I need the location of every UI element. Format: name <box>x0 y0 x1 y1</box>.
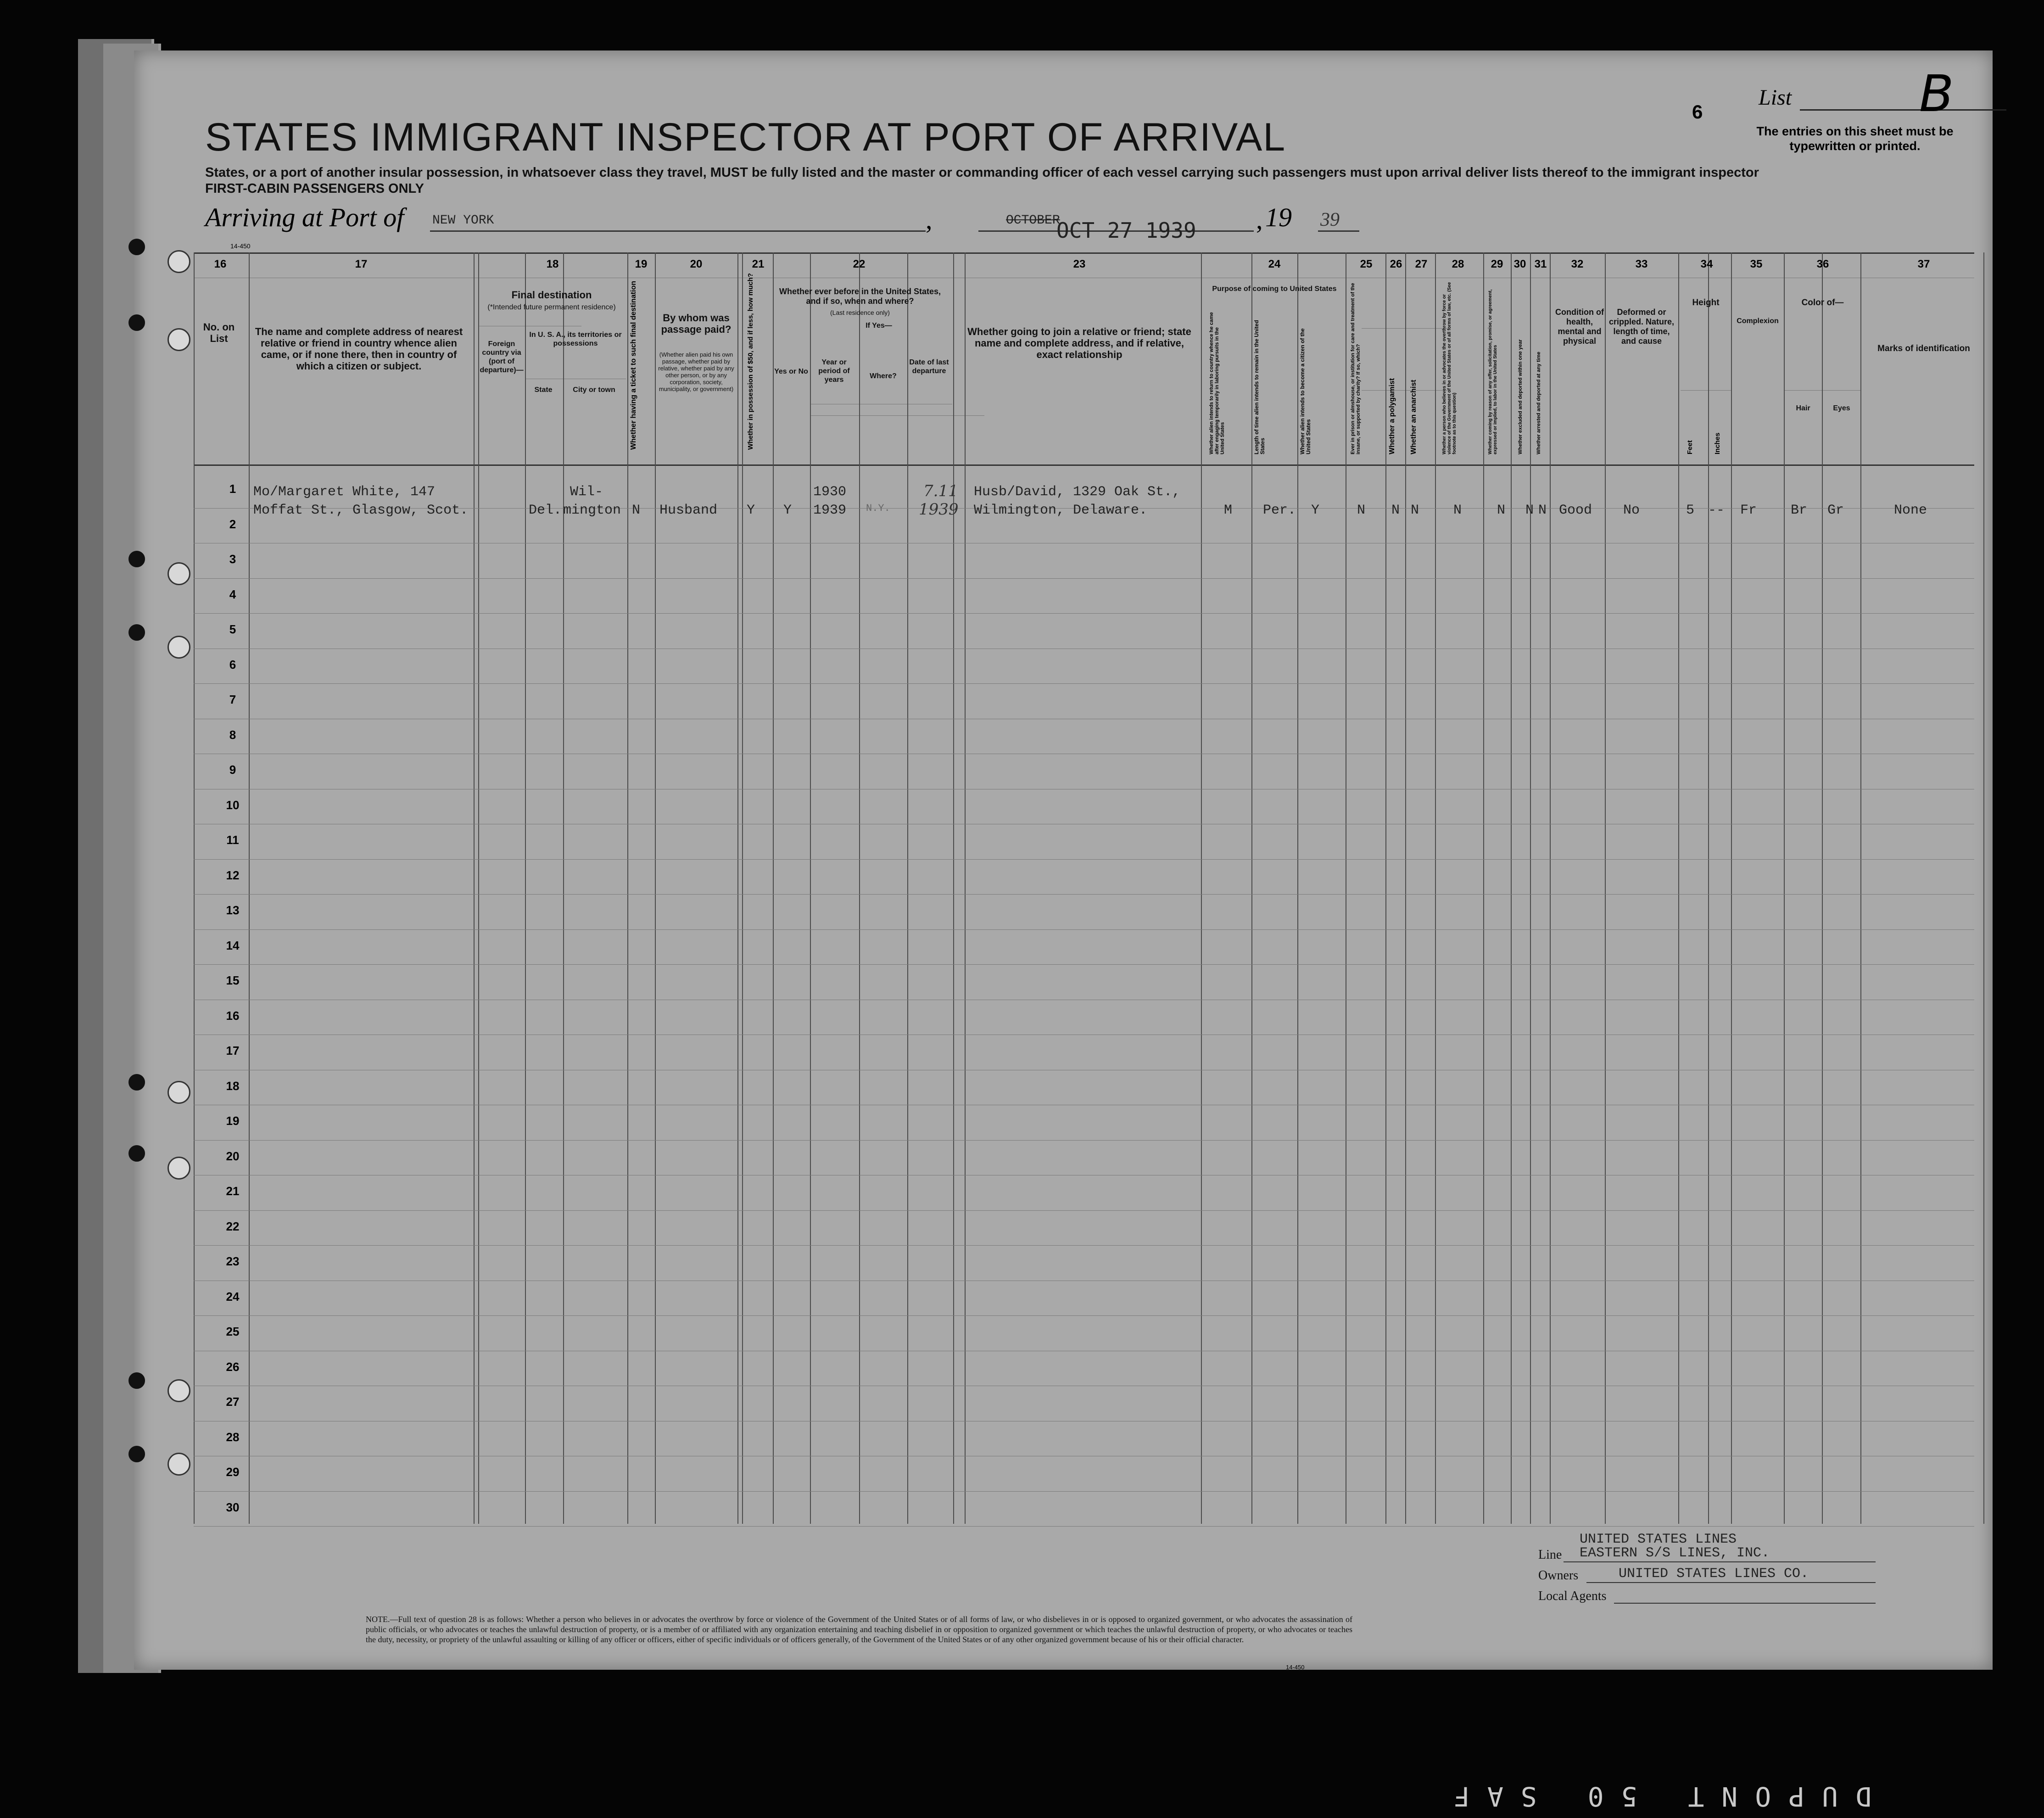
column-rule <box>627 252 628 1524</box>
column-rule <box>859 252 860 1524</box>
column-number: 22 <box>853 258 866 270</box>
date-stamp: OCT 27 1939 <box>1056 218 1196 243</box>
form-code: 14-450 <box>1286 1664 1305 1671</box>
row-number: 24 <box>226 1289 240 1303</box>
header-prison: Ever in prison or almshouse, or institution for care and treatment of the insane, or supported by charity? If so, which? <box>1350 283 1361 454</box>
month-value: OCTOBER <box>1006 213 1060 228</box>
column-rule <box>1483 252 1484 1524</box>
header-deformed: Deformed or crippled. Nature, length of time, and cause <box>1608 308 1675 346</box>
column-number: 25 <box>1360 258 1373 270</box>
column-number: 16 <box>214 258 227 270</box>
manifest-sheet <box>134 50 1993 1670</box>
header-eyes: Eyes <box>1833 404 1850 412</box>
money-value: Y <box>747 503 755 518</box>
row-number: 3 <box>229 552 236 566</box>
column-rule <box>1385 252 1386 1524</box>
q30-value: N <box>1525 503 1534 518</box>
destination-city-line2: mington <box>563 503 621 518</box>
row-number: 19 <box>226 1114 240 1128</box>
row-number: 15 <box>226 973 240 987</box>
column-rule <box>249 252 250 1524</box>
health-value: Good <box>1559 503 1592 518</box>
sheet-number: 6 <box>1692 101 1703 123</box>
header-q28: Whether a person who believes in or advocates the overthrow by force or violence of the Government of the United States or of all forms of law, etc. (See footnote as to this question) <box>1442 282 1457 454</box>
row-rule <box>194 859 1974 860</box>
header-height: Height <box>1692 298 1720 308</box>
header-feet: Feet <box>1686 440 1694 454</box>
cabin-class-label: FIRST-CABIN PASSENGERS ONLY <box>205 181 424 196</box>
q29-value: N <box>1497 503 1506 518</box>
row-number: 30 <box>226 1500 240 1514</box>
ticket-value: N <box>632 503 641 518</box>
binder-hole <box>128 1145 145 1162</box>
binder-hole <box>128 624 145 641</box>
header-health: Condition of health, mental and physical <box>1555 308 1604 346</box>
binder-hole <box>168 1379 190 1402</box>
row-rule <box>194 1526 1974 1527</box>
row-rule <box>194 929 1974 930</box>
row-number: 10 <box>226 798 240 812</box>
header-ever-before: Whether ever before in the United States, and if so, when and where? <box>779 287 941 306</box>
header-purpose-length: Length of time alien intends to remain in the United States <box>1253 320 1266 454</box>
year-suffix: 39 <box>1320 209 1340 230</box>
manifest-table <box>194 252 1974 1524</box>
column-number: 33 <box>1635 258 1648 270</box>
polygamist-value: N <box>1391 503 1400 518</box>
owners-underline <box>1586 1582 1876 1583</box>
row-rule <box>194 964 1974 965</box>
binder-hole <box>168 636 190 659</box>
column-number: 26 <box>1390 258 1402 270</box>
row-number: 25 <box>226 1325 240 1338</box>
binder-hole <box>168 1453 190 1476</box>
header-final-destination-note: (*Intended future permanent residence) <box>487 303 616 311</box>
row-number: 6 <box>229 657 236 671</box>
row-number: 14 <box>226 938 240 952</box>
feet-value: 5 <box>1686 503 1695 518</box>
column-number: 34 <box>1700 258 1713 270</box>
header-polygamist: Whether a polygamist <box>1388 378 1396 454</box>
port-underline <box>430 230 926 232</box>
row-rule <box>194 578 1974 579</box>
binder-hole <box>128 314 145 331</box>
list-underline <box>1800 109 2006 111</box>
departure-date-line2: 1939 <box>919 500 959 519</box>
binder-hole <box>168 1081 190 1104</box>
column-rule <box>563 252 564 1524</box>
purpose-length-value: Per. <box>1263 503 1296 518</box>
binder-hole <box>128 239 145 255</box>
hair-value: Br <box>1791 503 1808 518</box>
agents-underline <box>1614 1603 1876 1604</box>
binder-hole <box>128 1372 145 1389</box>
joining-line2: Wilmington, Delaware. <box>974 503 1148 518</box>
header-passage-paid: By whom was passage paid? <box>661 312 732 335</box>
relative-address-line1: Mo/Margaret White, 147 <box>253 484 436 500</box>
column-rule <box>1822 252 1823 1524</box>
row-rule <box>194 683 1974 684</box>
column-number: 36 <box>1816 258 1829 270</box>
table-rule <box>1681 390 1731 391</box>
row-number: 23 <box>226 1254 240 1268</box>
column-number: 18 <box>546 258 559 270</box>
ever-before-value: Y <box>783 503 792 518</box>
line-label: Line <box>1538 1548 1562 1562</box>
departure-date-line1: 7.11 <box>923 482 958 500</box>
header-passage-note: (Whether alien paid his own passage, whether paid by relative, whether paid by any other person, or by any corporation, society, municipality, or government) <box>658 351 734 392</box>
destination-city-line1: Wil- <box>570 484 603 500</box>
binder-hole <box>168 1157 190 1180</box>
header-purpose-citizen: Whether alien intends to become a citizen of the United States <box>1299 328 1312 454</box>
owners-value: UNITED STATES LINES CO. <box>1619 1566 1809 1582</box>
anarchist-value: N <box>1411 503 1419 518</box>
row-number: 20 <box>226 1149 240 1163</box>
row-number: 11 <box>226 833 239 847</box>
row-number: 28 <box>226 1430 240 1444</box>
column-number: 29 <box>1491 258 1503 270</box>
purpose-return-value: M <box>1224 503 1233 518</box>
row-number: 8 <box>229 727 236 742</box>
list-value: B <box>1919 64 1954 123</box>
list-label: List <box>1759 85 1792 110</box>
local-agents-label: Local Agents <box>1538 1589 1607 1603</box>
column-rule <box>1784 252 1785 1524</box>
header-yes-no: Yes or No <box>774 368 808 375</box>
column-rule <box>1251 252 1252 1524</box>
header-money: Whether in possession of $50, and if less, how much? <box>747 273 754 450</box>
column-rule <box>1201 252 1202 1524</box>
row-number: 1 <box>229 482 236 496</box>
row-rule <box>194 1210 1974 1211</box>
row-rule <box>194 1491 1974 1492</box>
row-number: 27 <box>226 1395 240 1409</box>
column-rule <box>737 252 738 1524</box>
row-rule <box>194 1140 1974 1141</box>
header-color: Color of— <box>1801 298 1844 308</box>
prison-value: N <box>1357 503 1366 518</box>
film-edge-marking: DUPONT 50 SAF <box>1436 1781 1871 1812</box>
header-purpose: Purpose of coming to United States <box>1212 285 1337 293</box>
relative-address-line2: Moffat St., Glasgow, Scot. <box>253 503 469 518</box>
header-state: State <box>534 386 553 394</box>
line-value-1: UNITED STATES LINES <box>1580 1532 1737 1547</box>
row-rule <box>194 894 1974 895</box>
joining-line1: Husb/David, 1329 Oak St., <box>974 484 1181 500</box>
column-rule <box>655 252 656 1524</box>
binder-hole <box>168 328 190 351</box>
row-rule <box>194 1245 1974 1246</box>
port-value: NEW YORK <box>432 213 494 228</box>
destination-state: Del. <box>529 503 562 518</box>
q31-value: N <box>1538 503 1547 518</box>
column-rule <box>773 252 774 1524</box>
header-if-yes: If Yes— <box>866 322 892 330</box>
binder-hole <box>128 1446 145 1462</box>
column-rule <box>1731 252 1732 1524</box>
table-rule <box>194 464 1974 466</box>
row-number: 9 <box>229 763 236 777</box>
column-rule <box>194 252 195 1524</box>
column-rule <box>474 252 475 1524</box>
header-hair: Hair <box>1796 404 1810 412</box>
column-rule <box>1511 252 1512 1524</box>
binder-hole <box>168 562 190 585</box>
q28-value: N <box>1453 503 1462 518</box>
header-foreign-country: Foreign country via (port of departure)— <box>480 340 524 374</box>
header-year: Year or period of years <box>818 358 850 384</box>
row-number: 29 <box>226 1465 240 1479</box>
column-rule <box>810 252 811 1524</box>
column-number: 21 <box>752 258 765 270</box>
row-number: 22 <box>226 1219 240 1233</box>
column-rule <box>1678 252 1679 1524</box>
column-number: 20 <box>690 258 703 270</box>
entries-note: The entries on this sheet must be typewritten or printed. <box>1756 124 1954 153</box>
header-final-destination: Final destination <box>511 289 592 301</box>
binder-hole <box>128 551 145 567</box>
column-rule <box>1297 252 1298 1524</box>
header-q29: Whether coming by reason of any offer, solicitation, promise, or agreement, expressed or implied, to labor in the United States <box>1488 289 1498 454</box>
header-city: City or town <box>573 386 615 394</box>
column-rule <box>525 252 526 1524</box>
header-ever-before-note: (Last residence only) <box>830 309 890 316</box>
header-ticket: Whether having a ticket to such final destination <box>630 280 637 450</box>
question-28-footnote: NOTE.—Full text of question 28 is as follows: Whether a person who believes in or advocates the overthrow by force or violence of the Government of the United States or of all forms of law, or who disbelieves in or is opposed to organized government, or who advocates the assassination of public officials, or who advocates or teaches the unlawful destruction of property, or is a member of or affiliated with any organization entertaining and teaching disbelief in or opposition to organized government or which teaches the unlawful destruction of property, or who advocates or teaches the duty, necessity, or propriety of the unlawful assaulting or killing of any officer or officers, either of specific individuals or of officers generally, of the Government of the United States or of any other organized government because of his or their official character. <box>366 1615 1352 1644</box>
arriving-label: Arriving at Port of <box>205 202 404 232</box>
separator-comma: , <box>1256 205 1263 235</box>
column-rule <box>742 252 743 1524</box>
binder-hole <box>168 250 190 273</box>
row-number: 17 <box>226 1044 240 1057</box>
header-where: Where? <box>870 372 897 380</box>
row-number: 21 <box>226 1184 240 1198</box>
previous-where: N.Y. <box>866 503 890 514</box>
line-underline <box>1564 1561 1876 1562</box>
column-number: 17 <box>355 258 368 270</box>
header-purpose-return: Whether alien intends to return to country whence he came after engaging temporarily in laboring pursuits in the United States <box>1209 312 1225 454</box>
header-q30: Whether excluded and deported within one year <box>1518 339 1523 454</box>
row-number: 4 <box>229 587 236 601</box>
header-marks: Marks of identification <box>1877 344 1970 353</box>
column-number: 30 <box>1513 258 1526 270</box>
column-number: 23 <box>1073 258 1086 270</box>
row-number: 2 <box>229 517 236 531</box>
header-q31: Whether arrested and deported at any time <box>1536 352 1541 454</box>
row-number: 16 <box>226 1008 240 1023</box>
marks-value: None <box>1894 503 1927 518</box>
row-number: 12 <box>226 868 240 882</box>
deformed-value: No <box>1623 503 1640 518</box>
year-prefix: 19 <box>1265 202 1292 232</box>
column-rule <box>1983 252 1984 1524</box>
previous-year-1: 1930 <box>813 484 847 500</box>
row-number: 13 <box>226 903 240 917</box>
row-rule <box>194 613 1974 614</box>
column-rule <box>1550 252 1551 1524</box>
column-number: 28 <box>1452 258 1464 270</box>
row-number: 5 <box>229 622 236 636</box>
column-rule <box>1435 252 1436 1524</box>
column-rule <box>953 252 954 1524</box>
column-number: 37 <box>1917 258 1930 270</box>
column-number: 19 <box>635 258 648 270</box>
column-number: 32 <box>1571 258 1584 270</box>
row-number: 7 <box>229 693 236 706</box>
header-departure: Date of last departure <box>909 358 949 375</box>
previous-year-2: 1939 <box>813 503 847 518</box>
form-title: STATES IMMIGRANT INSPECTOR AT PORT OF ARRIVAL <box>205 115 1286 159</box>
table-rule <box>194 252 1974 254</box>
column-number: 27 <box>1415 258 1428 270</box>
row-number: 18 <box>226 1079 240 1093</box>
header-list-number: No. on List <box>203 321 235 344</box>
column-number: 31 <box>1534 258 1547 270</box>
passage-paid-by: Husband <box>659 503 718 518</box>
header-relative: The name and complete address of nearest relative or friend in country whence alien came, or if none there, then in country of which a citizen or subject. <box>255 326 463 372</box>
header-usa: In U. S. A., its territories or possessions <box>529 331 622 347</box>
header-joining: Whether going to join a relative or friend; state name and complete address, and if relative, exact relationship <box>967 326 1191 360</box>
form-code: 14-450 <box>230 242 251 250</box>
column-number: 24 <box>1268 258 1281 270</box>
column-rule <box>1708 252 1709 1524</box>
row-rule <box>194 1315 1974 1316</box>
header-anarchist: Whether an anarchist <box>1410 380 1418 454</box>
table-rule <box>810 415 984 416</box>
column-rule <box>907 252 908 1524</box>
form-subtitle: States, or a port of another insular possession, in whatsoever class they travel, MUST be fully listed and the master or commanding officer of each vessel carrying such passengers must upon arrival deliver lists thereof to the immigrant inspector <box>205 165 1759 180</box>
header-inches: Inches <box>1714 432 1721 454</box>
column-rule <box>965 252 966 1524</box>
header-complexion: Complexion <box>1737 317 1779 325</box>
binder-hole <box>128 1074 145 1091</box>
owners-label: Owners <box>1538 1568 1579 1583</box>
complexion-value: Fr <box>1740 503 1757 518</box>
column-number: 35 <box>1750 258 1763 270</box>
eyes-value: Gr <box>1827 503 1844 518</box>
inches-value: -- <box>1708 503 1725 518</box>
row-number: 26 <box>226 1359 240 1374</box>
purpose-citizen-value: Y <box>1311 503 1320 518</box>
column-rule <box>1530 252 1531 1524</box>
column-rule <box>1605 252 1606 1524</box>
column-rule <box>1405 252 1406 1524</box>
separator-comma: , <box>926 205 933 235</box>
line-value-2: EASTERN S/S LINES, INC. <box>1580 1545 1770 1561</box>
column-rule <box>1860 252 1861 1524</box>
column-rule <box>478 252 479 1524</box>
